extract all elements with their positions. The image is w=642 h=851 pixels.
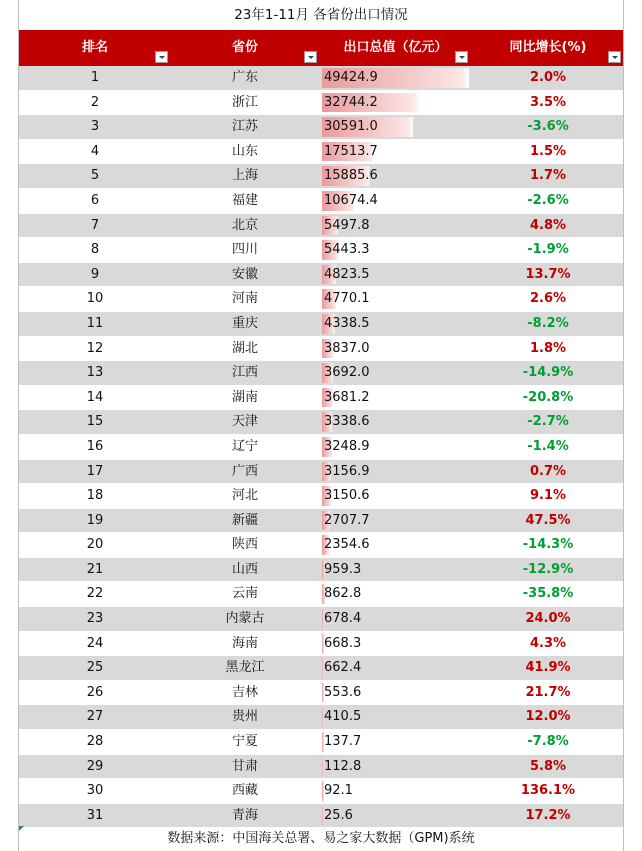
rank-cell[interactable]: 5 [90, 168, 100, 184]
province-cell[interactable]: 广东 [231, 70, 258, 85]
yoy-growth-cell[interactable]: 136.1% [520, 783, 576, 799]
rank-cell[interactable]: 23 [86, 611, 104, 627]
yoy-growth-cell[interactable]: 5.8% [529, 758, 567, 774]
rank-cell[interactable]: 21 [86, 561, 104, 577]
yoy-growth-cell[interactable]: 0.7% [529, 463, 567, 479]
table-row [19, 607, 623, 632]
rank-cell[interactable]: 22 [86, 586, 104, 602]
export-value-text: 3156.9 [324, 463, 370, 479]
province-cell[interactable]: 黑龙江 [225, 660, 265, 676]
header-rank [19, 30, 171, 66]
rank-cell[interactable]: 6 [90, 192, 100, 208]
export-value-text: 5443.3 [324, 242, 370, 258]
export-value-text: 668.3 [324, 635, 362, 651]
export-value-cell[interactable] [320, 66, 471, 90]
rank-cell[interactable]: 28 [86, 734, 104, 750]
export-value-cell[interactable] [320, 730, 471, 754]
rank-cell[interactable]: 26 [86, 684, 104, 700]
table-body [19, 66, 623, 828]
yoy-growth-cell[interactable]: 17.2% [525, 807, 571, 823]
header-export [320, 30, 471, 66]
export-value-cell[interactable] [320, 607, 471, 631]
table-row [19, 558, 623, 583]
table-header-row [19, 30, 623, 66]
yoy-growth-cell[interactable]: -14.9% [522, 365, 574, 381]
export-value-cell[interactable] [320, 263, 471, 287]
table-row [19, 238, 623, 263]
export-value-text: 553.6 [324, 684, 362, 700]
province-cell[interactable]: 山西 [231, 561, 258, 577]
yoy-growth-cell[interactable]: -2.6% [527, 192, 569, 208]
province-cell[interactable]: 新疆 [231, 512, 258, 528]
rank-cell[interactable]: 24 [86, 635, 104, 651]
export-value-cell[interactable] [320, 238, 471, 262]
export-value-cell[interactable] [320, 681, 471, 705]
yoy-growth-cell[interactable]: -35.8% [522, 586, 574, 602]
filter-dropdown-icon[interactable] [608, 51, 621, 63]
export-value-text: 3692.0 [324, 365, 370, 381]
filter-dropdown-icon[interactable] [155, 51, 168, 63]
export-value-text: 3248.9 [324, 438, 370, 454]
export-value-text: 4770.1 [324, 291, 370, 307]
table-row [19, 755, 623, 780]
table-row [19, 779, 623, 804]
rank-cell[interactable]: 8 [90, 242, 100, 258]
export-value-text: 3681.2 [324, 389, 370, 405]
rank-cell[interactable]: 2 [90, 94, 100, 110]
yoy-growth-cell[interactable]: -14.3% [522, 537, 574, 553]
table-row [19, 435, 623, 460]
yoy-growth-cell[interactable]: -12.9% [522, 561, 574, 577]
yoy-growth-cell[interactable]: -7.8% [527, 734, 569, 750]
rank-cell[interactable]: 10 [86, 291, 104, 307]
rank-cell[interactable]: 30 [86, 783, 104, 799]
export-value-text: 30591.0 [324, 119, 378, 135]
export-value-text: 15885.6 [324, 168, 378, 184]
yoy-growth-cell[interactable]: -8.2% [527, 315, 569, 331]
province-cell[interactable]: 贵州 [231, 709, 258, 725]
province-cell[interactable]: 北京 [231, 217, 258, 233]
table-row [19, 287, 623, 312]
province-cell[interactable]: 云南 [231, 586, 258, 602]
export-value-text: 17513.7 [324, 143, 378, 159]
table-row [19, 730, 623, 755]
header-province [171, 30, 319, 66]
export-value-cell[interactable] [320, 312, 471, 336]
province-cell[interactable]: 湖南 [231, 389, 258, 405]
province-cell[interactable]: 江苏 [231, 119, 258, 135]
export-value-text: 112.8 [324, 758, 362, 774]
rank-cell[interactable]: 25 [86, 660, 104, 676]
export-value-cell[interactable] [320, 460, 471, 484]
yoy-growth-cell[interactable]: 1.5% [529, 143, 567, 159]
province-cell[interactable]: 四川 [231, 242, 258, 258]
table-row [19, 66, 623, 91]
table-row [19, 410, 623, 435]
export-value-cell[interactable] [320, 435, 471, 459]
rank-cell[interactable]: 1 [90, 70, 100, 85]
yoy-growth-cell[interactable]: -20.8% [522, 389, 574, 405]
rank-cell[interactable]: 17 [86, 463, 104, 479]
table-row [19, 361, 623, 386]
province-cell[interactable]: 内蒙古 [225, 611, 265, 627]
province-cell[interactable]: 海南 [231, 635, 258, 651]
export-value-text: 410.5 [324, 709, 362, 725]
yoy-growth-cell[interactable]: 1.8% [529, 340, 567, 356]
export-value-cell[interactable] [320, 656, 471, 680]
rank-cell[interactable]: 11 [86, 315, 104, 331]
yoy-growth-cell[interactable]: 4.3% [529, 635, 567, 651]
table-row [19, 214, 623, 239]
export-value-cell[interactable] [320, 410, 471, 434]
yoy-growth-cell[interactable]: 1.7% [529, 168, 567, 184]
export-value-cell[interactable] [320, 386, 471, 410]
export-value-cell[interactable] [320, 582, 471, 606]
filter-dropdown-icon[interactable] [455, 51, 468, 63]
yoy-growth-cell[interactable]: 47.5% [525, 512, 571, 528]
export-value-text: 959.3 [324, 561, 362, 577]
yoy-growth-cell[interactable]: 13.7% [525, 266, 571, 282]
table-title: 23年1-11月 各省份出口情况 [234, 7, 408, 23]
header-province-label: 省份 [231, 40, 258, 55]
table-row [19, 460, 623, 485]
export-value-cell[interactable] [320, 484, 471, 508]
province-cell[interactable]: 吉林 [231, 684, 258, 700]
yoy-growth-cell[interactable]: 41.9% [525, 660, 571, 676]
table-row [19, 140, 623, 165]
yoy-growth-cell[interactable]: 9.1% [529, 488, 567, 504]
filter-dropdown-icon[interactable] [304, 51, 317, 63]
export-value-cell[interactable] [320, 558, 471, 582]
province-cell[interactable]: 重庆 [231, 315, 258, 331]
yoy-growth-cell[interactable]: 3.5% [529, 94, 567, 110]
yoy-growth-cell[interactable]: -3.6% [527, 119, 569, 135]
province-cell[interactable]: 福建 [231, 192, 258, 208]
export-value-text: 2707.7 [324, 512, 370, 528]
province-cell[interactable]: 广西 [231, 463, 258, 479]
yoy-growth-cell[interactable]: 2.6% [529, 291, 567, 307]
table-row [19, 582, 623, 607]
export-value-cell[interactable] [320, 755, 471, 779]
source-footnote: 数据来源：中国海关总署、易之家大数据（GPM)系统 [167, 831, 475, 846]
rank-cell[interactable]: 16 [86, 438, 104, 454]
yoy-growth-cell[interactable]: 24.0% [525, 611, 571, 627]
table-row [19, 91, 623, 116]
table-row [19, 509, 623, 534]
rank-cell[interactable]: 20 [86, 537, 104, 553]
export-value-text: 4338.5 [324, 315, 370, 331]
province-cell[interactable]: 湖北 [231, 340, 258, 356]
export-value-cell[interactable] [320, 804, 471, 828]
table-row [19, 656, 623, 681]
table-row [19, 189, 623, 214]
province-cell[interactable]: 浙江 [231, 94, 258, 110]
province-cell[interactable]: 甘肃 [231, 758, 258, 774]
export-value-cell[interactable] [320, 533, 471, 557]
yoy-growth-cell[interactable]: -2.7% [527, 414, 569, 430]
province-cell[interactable]: 陕西 [231, 537, 258, 553]
rank-cell[interactable]: 19 [86, 512, 104, 528]
rank-cell[interactable]: 15 [86, 414, 104, 430]
rank-cell[interactable]: 14 [86, 389, 104, 405]
province-cell[interactable]: 河北 [231, 488, 258, 504]
rank-cell[interactable]: 18 [86, 488, 104, 504]
export-value-text: 10674.4 [324, 192, 378, 208]
table-row [19, 484, 623, 509]
province-cell[interactable]: 宁夏 [231, 734, 258, 750]
export-value-text: 3837.0 [324, 340, 370, 356]
header-yoy [471, 30, 625, 66]
yoy-growth-cell[interactable]: 21.7% [525, 684, 571, 700]
province-cell[interactable]: 西藏 [231, 783, 258, 799]
export-value-text: 862.8 [324, 586, 362, 602]
export-value-cell[interactable] [320, 91, 471, 115]
export-value-cell[interactable] [320, 140, 471, 164]
rank-cell[interactable]: 7 [90, 217, 100, 233]
export-value-text: 662.4 [324, 660, 362, 676]
header-rank-label: 排名 [81, 40, 108, 55]
table-row [19, 804, 623, 829]
rank-cell[interactable]: 31 [86, 807, 104, 823]
province-cell[interactable]: 上海 [231, 168, 258, 184]
header-export-label: 出口总值（亿元） [343, 40, 448, 55]
province-cell[interactable]: 山东 [231, 143, 258, 159]
export-value-text: 137.7 [324, 734, 362, 750]
yoy-growth-cell[interactable]: 4.8% [529, 217, 567, 233]
province-cell[interactable]: 辽宁 [231, 438, 258, 454]
export-value-cell[interactable] [320, 214, 471, 238]
export-value-cell[interactable] [320, 287, 471, 311]
table-row [19, 705, 623, 730]
export-value-cell[interactable] [320, 632, 471, 656]
province-cell[interactable]: 青海 [231, 807, 258, 823]
spreadsheet-table [18, 0, 624, 851]
table-row [19, 632, 623, 657]
table-row [19, 386, 623, 411]
table-row [19, 263, 623, 288]
rank-cell[interactable]: 4 [90, 143, 100, 159]
export-value-text: 678.4 [324, 611, 362, 627]
province-cell[interactable]: 天津 [231, 414, 258, 430]
export-value-cell[interactable] [320, 337, 471, 361]
table-row [19, 533, 623, 558]
export-value-text: 49424.9 [324, 70, 378, 85]
yoy-growth-cell[interactable]: -1.4% [527, 438, 569, 454]
export-value-cell[interactable] [320, 164, 471, 188]
export-value-text: 92.1 [324, 783, 353, 799]
export-value-cell[interactable] [320, 705, 471, 729]
rank-cell[interactable]: 3 [90, 119, 100, 135]
table-row [19, 681, 623, 706]
export-value-text: 5497.8 [324, 217, 370, 233]
export-value-cell[interactable] [320, 361, 471, 385]
rank-cell[interactable]: 27 [86, 709, 104, 725]
rank-cell[interactable]: 29 [86, 758, 104, 774]
rank-cell[interactable]: 12 [86, 340, 104, 356]
export-value-cell[interactable] [320, 115, 471, 139]
export-value-text: 3338.6 [324, 414, 370, 430]
province-cell[interactable]: 河南 [231, 291, 258, 307]
table-row [19, 115, 623, 140]
export-value-cell[interactable] [320, 189, 471, 213]
rank-cell[interactable]: 9 [90, 266, 100, 282]
table-row [19, 164, 623, 189]
export-value-text: 25.6 [324, 807, 353, 823]
yoy-growth-cell[interactable]: -1.9% [527, 242, 569, 258]
yoy-growth-cell[interactable]: 2.0% [529, 70, 567, 85]
table-row [19, 312, 623, 337]
rank-cell[interactable]: 13 [86, 365, 104, 381]
province-cell[interactable]: 江西 [231, 365, 258, 381]
province-cell[interactable]: 安徽 [231, 266, 258, 282]
export-value-cell[interactable] [320, 509, 471, 533]
export-value-text: 32744.2 [324, 94, 378, 110]
export-value-cell[interactable] [320, 779, 471, 803]
export-value-text: 2354.6 [324, 537, 370, 553]
table-row [19, 337, 623, 362]
header-yoy-label: 同比增长(%) [509, 40, 587, 55]
yoy-growth-cell[interactable]: 12.0% [525, 709, 571, 725]
export-value-text: 3150.6 [324, 488, 370, 504]
export-value-text: 4823.5 [324, 266, 370, 282]
